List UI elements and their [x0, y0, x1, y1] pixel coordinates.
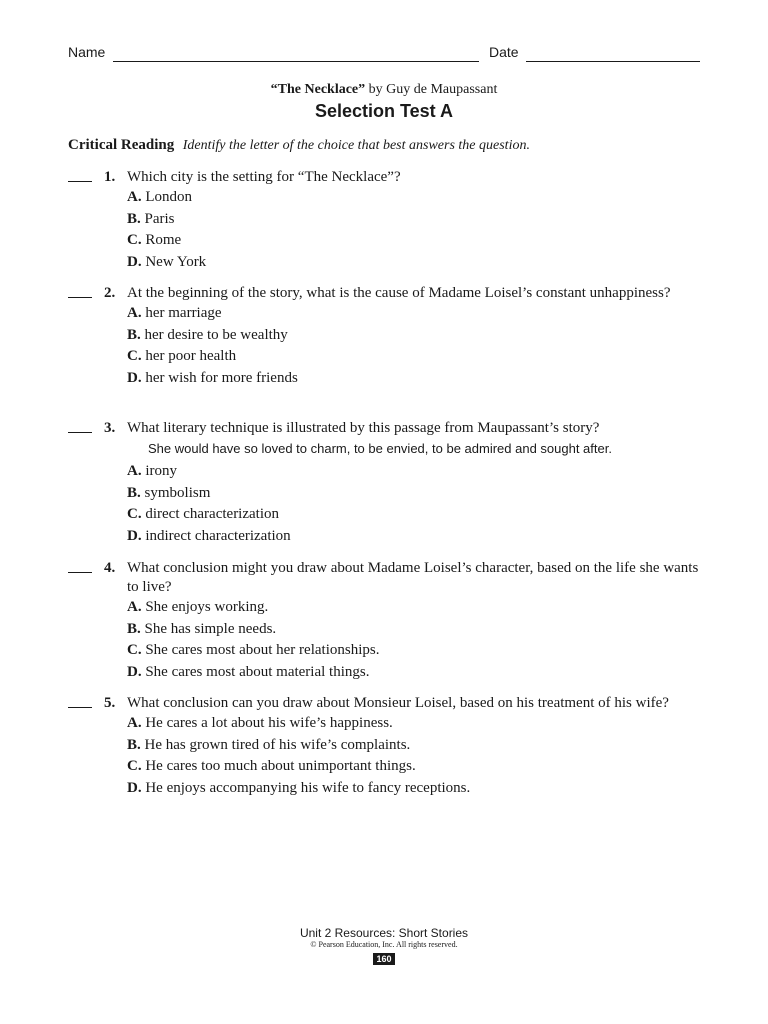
- choice-c: [127, 504, 708, 526]
- section-instructions: [68, 137, 530, 154]
- choice-text: Paris: [144, 210, 175, 227]
- answer-blank[interactable]: [68, 297, 92, 298]
- story-author: by Guy de Maupassant: [365, 82, 498, 97]
- choice-letter: B.: [127, 326, 141, 343]
- section-instruction-text: Identify the letter of the choice that best answers the question.: [182, 138, 530, 153]
- choice-c: [127, 230, 708, 252]
- choice-a: [127, 187, 708, 209]
- choice-text: indirect characterization: [145, 527, 291, 544]
- question-4: [68, 559, 708, 683]
- question-3: [68, 419, 708, 547]
- footer-resource: Unit 2 Resources: Short Stories: [299, 926, 469, 940]
- choice-letter: B.: [127, 736, 141, 753]
- choice-text: He enjoys accompanying his wife to fancy receptions.: [145, 779, 471, 796]
- choice-text: He cares too much about unimportant things.: [145, 758, 416, 774]
- choice-d: [127, 662, 708, 684]
- choice-letter: D.: [127, 369, 142, 386]
- choice-a: [127, 597, 708, 619]
- date-label: Date: [489, 44, 519, 60]
- choice-b: [127, 209, 708, 231]
- question-1: [68, 168, 708, 273]
- question-text: At the beginning of the story, what is the cause of Madame Loisel’s constant unhappiness?: [127, 285, 671, 301]
- choice-text: She cares most about her relationships.: [145, 642, 380, 658]
- name-label: Name: [68, 44, 106, 60]
- choice-letter: D.: [127, 663, 142, 680]
- choice-letter: C.: [127, 232, 142, 248]
- choice-b: [127, 325, 708, 347]
- choice-text: London: [145, 189, 193, 205]
- choice-letter: C.: [127, 642, 142, 658]
- question-number: 3.: [104, 420, 116, 436]
- choice-c: [127, 346, 708, 368]
- choice-b: [127, 619, 708, 641]
- choice-text: irony: [145, 463, 178, 479]
- question-text: What literary technique is illustrated by this passage from Maupassant’s story?: [127, 420, 600, 436]
- answer-blank[interactable]: [68, 707, 92, 708]
- choice-d: [127, 252, 708, 274]
- choice-text: He has grown tired of his wife’s complaints.: [144, 736, 411, 753]
- story-title: “The Necklace”: [270, 82, 366, 97]
- name-date-header: [68, 44, 700, 64]
- footer-copyright: © Pearson Education, Inc. All rights reserved.: [310, 940, 458, 949]
- choice-letter: D.: [127, 253, 142, 270]
- choice-a: [127, 303, 708, 325]
- choice-letter: C.: [127, 348, 142, 364]
- question-5: [68, 694, 708, 799]
- choice-c: [127, 756, 708, 778]
- choice-letter: A.: [127, 715, 142, 731]
- choice-letter: D.: [127, 779, 142, 796]
- answer-blank[interactable]: [68, 432, 92, 433]
- question-number: 5.: [104, 695, 116, 711]
- choice-text: New York: [145, 253, 207, 270]
- choice-letter: C.: [127, 506, 142, 522]
- name-field[interactable]: [113, 61, 479, 62]
- choice-text: She enjoys working.: [145, 599, 269, 615]
- choice-d: [127, 368, 708, 390]
- choice-d: [127, 526, 708, 548]
- choice-text: He cares a lot about his wife’s happiness.: [145, 715, 393, 731]
- question-number: 1.: [104, 169, 116, 185]
- question-2: [68, 284, 708, 389]
- choice-text: her marriage: [145, 305, 222, 321]
- choice-b: [127, 483, 708, 505]
- question-text: What conclusion might you draw about Madame Loisel’s character, based on the life she wants to live?: [127, 560, 699, 595]
- choice-letter: C.: [127, 758, 142, 774]
- story-title-line: [0, 82, 768, 98]
- answer-blank[interactable]: [68, 572, 92, 573]
- choice-b: [127, 735, 708, 757]
- choice-letter: D.: [127, 527, 142, 544]
- choice-letter: A.: [127, 305, 142, 321]
- choice-letter: B.: [127, 484, 141, 501]
- choice-letter: A.: [127, 189, 142, 205]
- section-heading: Critical Reading: [68, 137, 175, 153]
- page-footer: [0, 927, 768, 967]
- choice-d: [127, 778, 708, 800]
- question-text: What conclusion can you draw about Monsieur Loisel, based on his treatment of his wife?: [127, 695, 669, 711]
- choice-text: Rome: [145, 232, 182, 248]
- answer-blank[interactable]: [68, 181, 92, 182]
- choice-c: [127, 640, 708, 662]
- choice-letter: B.: [127, 620, 141, 637]
- choice-text: her poor health: [145, 348, 237, 364]
- choice-a: [127, 461, 708, 483]
- choice-letter: B.: [127, 210, 141, 227]
- date-field[interactable]: [526, 61, 700, 62]
- choice-text: symbolism: [144, 484, 211, 501]
- choice-letter: A.: [127, 463, 142, 479]
- choice-text: direct characterization: [145, 506, 280, 522]
- question-number: 4.: [104, 560, 116, 576]
- question-text: Which city is the setting for “The Necklace”?: [127, 169, 401, 185]
- choice-text: She cares most about material things.: [145, 663, 370, 680]
- quoted-passage: She would have so loved to charm, to be envied, to be admired and sought after.: [148, 441, 612, 456]
- choice-text: her wish for more friends: [145, 369, 298, 386]
- choice-letter: A.: [127, 599, 142, 615]
- test-title: Selection Test A: [314, 101, 454, 121]
- question-number: 2.: [104, 285, 116, 301]
- choice-text: She has simple needs.: [144, 620, 277, 637]
- choice-text: her desire to be wealthy: [144, 326, 288, 343]
- choice-a: [127, 713, 708, 735]
- page-number: 160: [373, 953, 394, 965]
